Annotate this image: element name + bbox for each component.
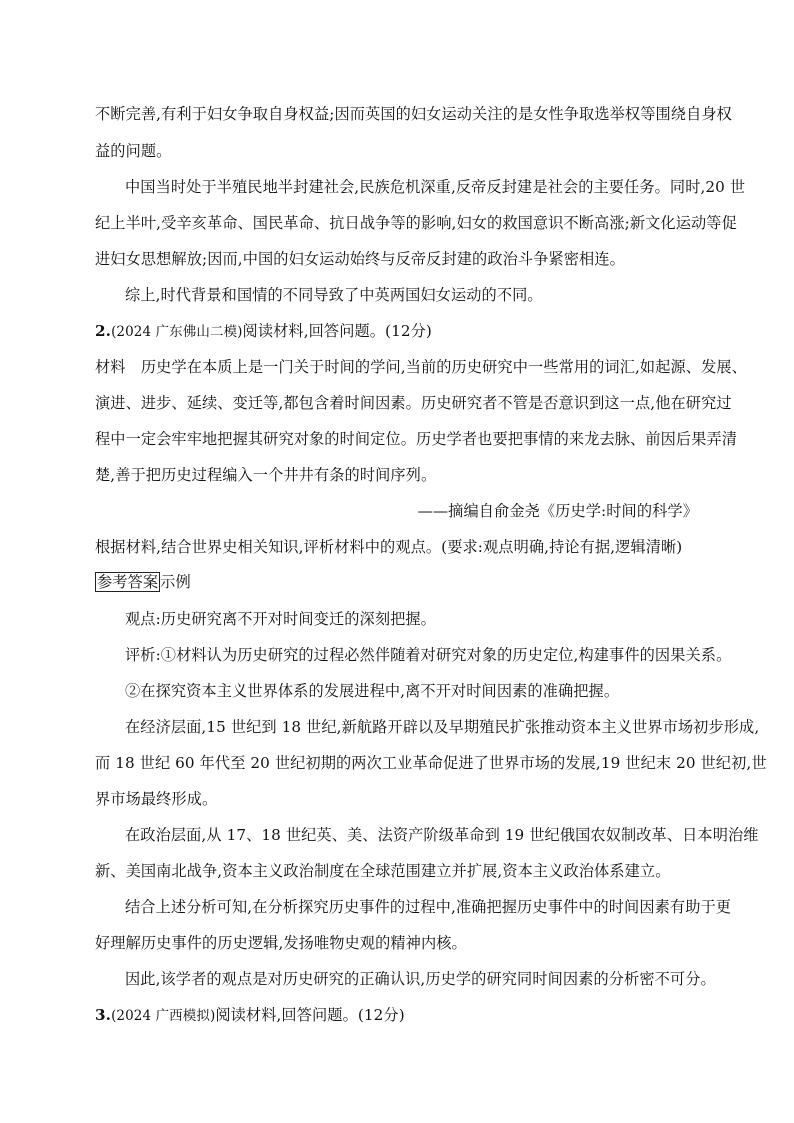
question-3-header bbox=[95, 1005, 715, 1026]
answer-line: 界市场最终形成。 bbox=[95, 790, 218, 808]
answer-line: ②在探究资本主义世界体系的发展进程中,离不开对时间因素的准确把握。 bbox=[125, 682, 620, 700]
question-prompt: 阅读材料,回答问题。(12分) bbox=[242, 322, 432, 340]
answer-line: 观点:历史研究离不开对时间变迁的深刻把握。 bbox=[125, 610, 436, 628]
paragraph-line: 纪上半叶,受辛亥革命、国民革命、抗日战争等的影响,妇女的救国意识不断高涨;新文化运动等促 bbox=[95, 214, 737, 232]
question-number: 3. bbox=[95, 1006, 112, 1024]
material-label: 材料 bbox=[95, 358, 126, 376]
material-line: 楚,善于把历史过程编入一个井井有条的时间序列。 bbox=[95, 466, 437, 484]
question-task: 根据材料,结合世界史相关知识,评析材料中的观点。(要求:观点明确,持论有据,逻辑清晰) bbox=[95, 538, 683, 556]
material-citation: ——摘编自俞金尧《历史学:时间的科学》 bbox=[417, 502, 698, 520]
material-line bbox=[95, 357, 747, 377]
answer-line: 评析:①材料认为历史研究的过程必然伴随着对研究对象的历史定位,构建事件的因果关系。 bbox=[125, 646, 732, 664]
paragraph-line: 中国当时处于半殖民地半封建社会,民族危机深重,反帝反封建是社会的主要任务。同时,20 世 bbox=[125, 178, 746, 196]
question-source: (2024 广东佛山二模) bbox=[111, 324, 243, 340]
question-source: (2024 广西模拟) bbox=[111, 1008, 216, 1024]
paragraph-line: 益的问题。 bbox=[95, 142, 172, 160]
answer-line: 而 18 世纪 60 年代至 20 世纪初期的两次工业革命促进了世界市场的发展,19 世纪末 20 世纪初,世 bbox=[95, 754, 767, 772]
answer-line: 好理解历史事件的历史逻辑,发扬唯物史观的精神内核。 bbox=[95, 934, 467, 952]
material-line: 程中一定会牢牢地把握其研究对象的时间定位。历史学者也要把事情的来龙去脉、前因后果弄清 bbox=[95, 430, 738, 448]
answer-line: 结合上述分析可知,在分析探究历史事件的过程中,准确把握历史事件中的时间因素有助于更 bbox=[125, 898, 732, 916]
answer-line: 在经济层面,15 世纪到 18 世纪,新航路开辟以及早期殖民扩张推动资本主义世界市场初步形成, bbox=[125, 718, 760, 736]
paragraph-line: 进妇女思想解放;因而,中国的妇女运动始终与反帝反封建的政治斗争紧密相连。 bbox=[95, 250, 625, 268]
question-prompt: 阅读材料,回答问题。(12分) bbox=[215, 1006, 405, 1024]
answer-suffix: 示例 bbox=[160, 573, 191, 591]
paragraph-line: 综上,时代背景和国情的不同导致了中英两国妇女运动的不同。 bbox=[125, 286, 543, 304]
question-2-header bbox=[95, 321, 715, 342]
question-number: 2. bbox=[95, 322, 112, 340]
material-line: 演进、进步、延续、变迁等,都包含着时间因素。历史研究者不管是否意识到这一点,他在研究过 bbox=[95, 394, 732, 412]
answer-line: 因此,该学者的观点是对历史研究的正确认识,历史学的研究同时间因素的分析密不可分。 bbox=[125, 970, 716, 988]
paragraph-line: 不断完善,有利于妇女争取自身权益;因而英国的妇女运动关注的是女性争取选举权等围绕自身权 bbox=[95, 105, 732, 123]
answer-badge: 参考答案 bbox=[97, 573, 159, 591]
answer-line: 新、美国南北战争,资本主义政治制度在全球范围建立并扩展,资本主义政治体系建立。 bbox=[95, 862, 671, 880]
answer-line: 在政治层面,从 17、18 世纪英、美、法资产阶级革命到 19 世纪俄国农奴制改革、日本明治维 bbox=[125, 826, 759, 844]
answer-header bbox=[95, 572, 715, 592]
material-text: 历史学在本质上是一门关于时间的学问,当前的历史研究中一些常用的词汇,如起源、发展、 bbox=[140, 358, 747, 376]
